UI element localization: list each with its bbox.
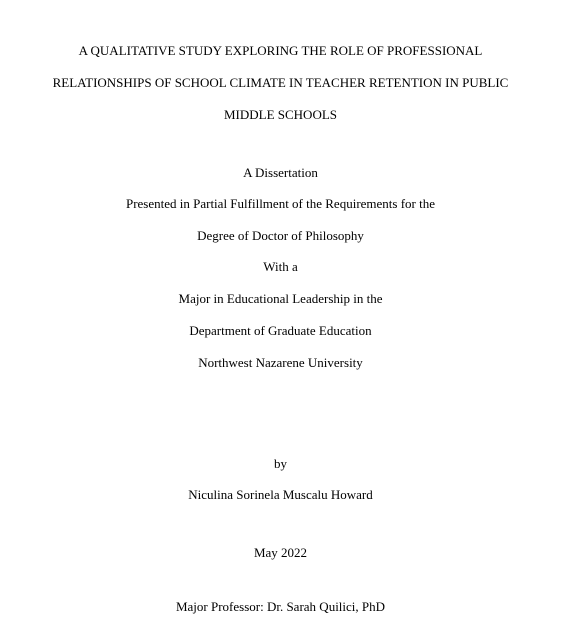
dissertation-line-3: Degree of Doctor of Philosophy [197,228,364,243]
dissertation-line-1: A Dissertation [243,165,318,180]
title-line-1: A QUALITATIVE STUDY EXPLORING THE ROLE OF PROFESSIONAL [78,43,483,58]
submission-date: May 2022 [253,545,308,560]
major-professor: Major Professor: Dr. Sarah Quilici, PhD [175,599,386,614]
author-name: Niculina Sorinela Muscalu Howard [188,487,373,502]
dissertation-line-4: With a [263,259,298,274]
dissertation-line-2: Presented in Partial Fulfillment of the Requirements for the [125,196,436,211]
dissertation-line-6: Department of Graduate Education [189,323,372,338]
dissertation-line-5: Major in Educational Leadership in the [178,291,383,306]
title-line-2: RELATIONSHIPS OF SCHOOL CLIMATE IN TEACHER RETENTION IN PUBLIC [52,75,509,90]
by-label: by [274,456,287,471]
title-line-3: MIDDLE SCHOOLS [223,107,338,122]
dissertation-line-7: Northwest Nazarene University [198,355,363,370]
